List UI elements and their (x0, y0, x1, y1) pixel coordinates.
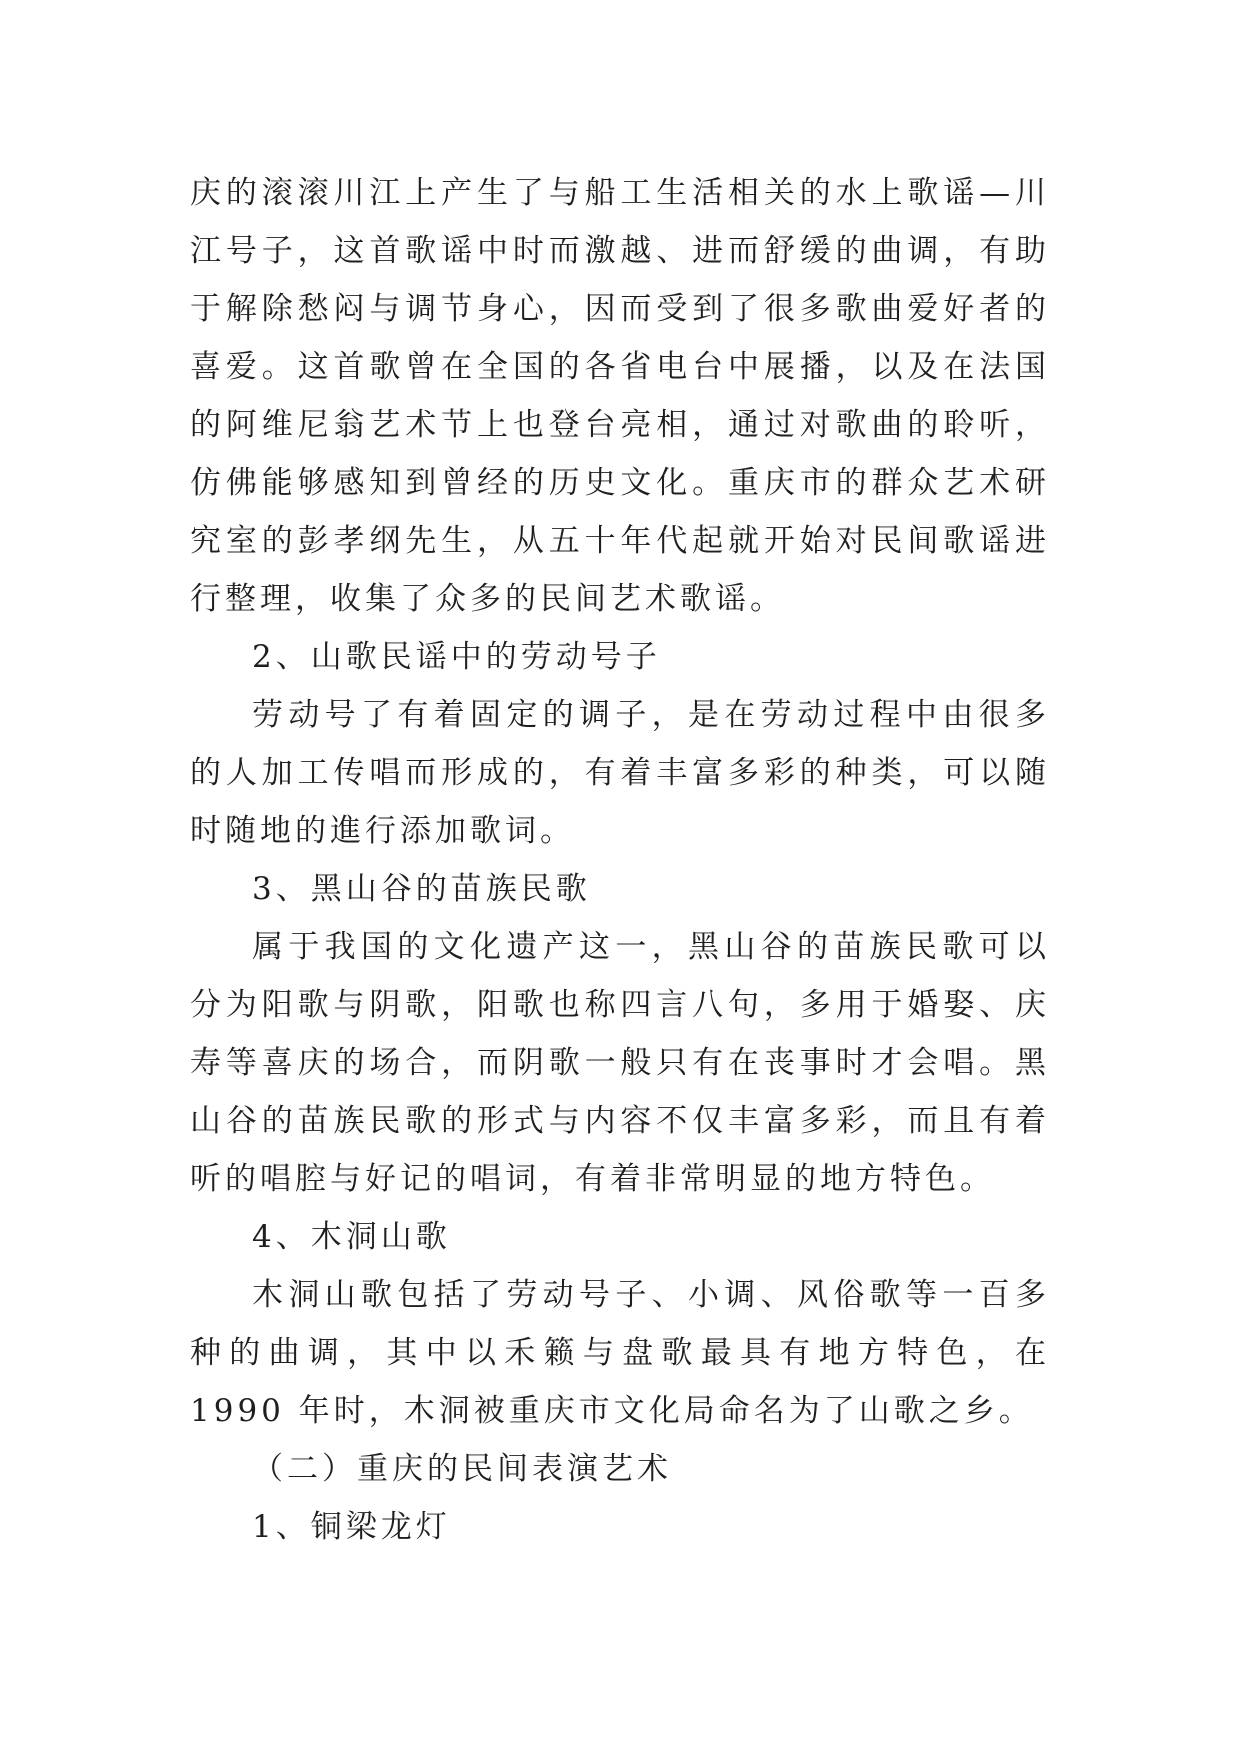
paragraph-miao-folk-songs: 属于我国的文化遗产这一，黑山谷的苗族民歌可以分为阳歌与阴歌，阳歌也称四言八句，多用于婚娶、庆寿等喜庆的场合，而阴歌一般只有在丧事时才会唱。黑山谷的苗族民歌的形式与内容不仅丰富多彩，而且有着听的唱腔与好记的唱词，有着非常明显的地方特色。 (190, 929, 1050, 1197)
paragraph-mudong-mountain-songs: 木洞山歌包括了劳动号子、小调、风俗歌等一百多种的曲调，其中以禾籁与盘歌最具有地方特色，在 1990 年时，木洞被重庆市文化局命名为了山歌之乡。 (190, 1277, 1050, 1429)
paragraph-continuation: 庆的滚滚川江上产生了与船工生活相关的水上歌谣—川江号子，这首歌谣中时而激越、进而舒缓的曲调，有助于解除愁闷与调节身心，因而受到了很多歌曲爱好者的喜爱。这首歌曾在全国的各省电台中展播，以及在法国的阿维尼翁艺术节上也登台亮相，通过对歌曲的聆听，仿佛能够感知到曾经的历史文化。重庆市的群众艺术研究室的彭孝纲先生，从五十年代起就开始对民间歌谣进行整理，收集了众多的民间艺术歌谣。 (190, 175, 1050, 617)
section-heading-3: 3、黑山谷的苗族民歌 (252, 871, 591, 907)
paragraph-labor-chants: 劳动号了有着固定的调子，是在劳动过程中由很多的人加工传唱而形成的，有着丰富多彩的种类，可以随时随地的進行添加歌词。 (190, 697, 1050, 849)
section-heading-4: 4、木洞山歌 (252, 1219, 451, 1255)
document-body (190, 164, 1050, 1556)
section-heading-1-tongliang: 1、铜梁龙灯 (252, 1509, 451, 1545)
section-heading-2: 2、山歌民谣中的劳动号子 (252, 639, 661, 675)
section-heading-part-2: （二）重庆的民间表演艺术 (252, 1451, 672, 1487)
